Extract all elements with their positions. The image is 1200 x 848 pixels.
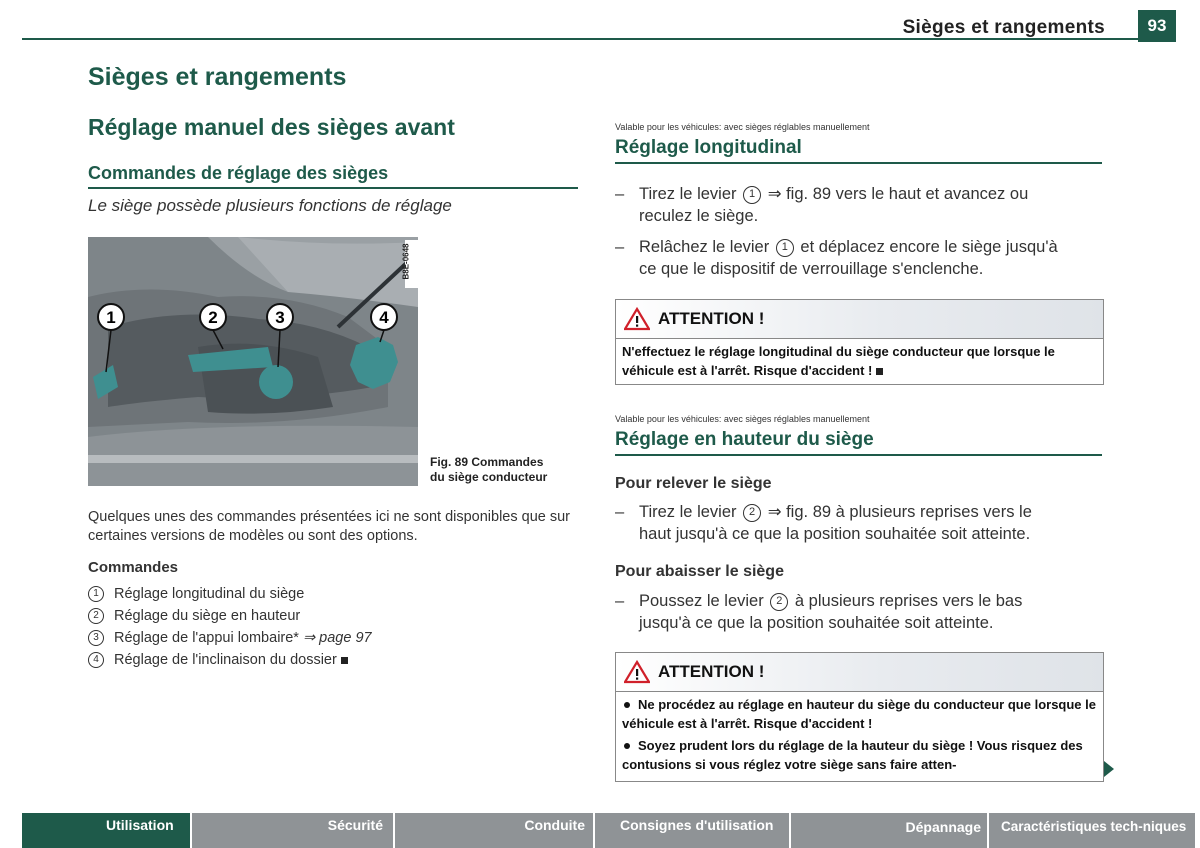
heading-longitudinal: Réglage longitudinal [615,137,802,158]
heading-rule [615,162,1102,164]
availability-note: Quelques unes des commandes présentées ici ne sont disponibles que sur certaines versions de modèles ou sont des options. [88,509,571,544]
continue-arrow-icon [1104,761,1114,777]
tab-consignes[interactable]: Consignes d'utilisation [595,813,789,848]
lever-number-badge: 2 [743,504,761,522]
figure-marker-1 [98,304,124,330]
commands-list [88,583,372,671]
svg-text:2: 2 [208,308,218,327]
command-text: Réglage de l'appui lombaire* [114,630,299,646]
command-text: Réglage longitudinal du siège [114,586,305,602]
figure-marker-4 [371,304,397,330]
number-badge: 2 [88,608,104,624]
instruction-item: – Tirez le levier 1 ⇒ fig. 89 vers le haut et avancez ou reculez le siège. [615,185,1029,225]
instruction-item: – Tirez le levier 2 ⇒ fig. 89 à plusieurs reprises vers le haut jusqu'à ce que la position souhaitée soit atteinte. [615,503,1032,543]
instruction-item: – Poussez le levier 2 à plusieurs reprises vers le bas jusqu'à ce que la position souhaitée soit atteinte. [615,592,1023,632]
figure-marker-2 [200,304,226,330]
caption-line-1: Fig. 89 Commandes [430,455,544,469]
running-header: Sièges et rangements [902,17,1105,38]
intro-text: Le siège possède plusieurs fonctions de réglage [88,196,452,215]
list-item [88,627,372,649]
command-text: Réglage du siège en hauteur [114,608,301,624]
warning-header [616,653,1103,692]
instruction-item: – Relâchez le levier 1 et déplacez encore le siège jusqu'à ce que le dispositif de verrouillage s'enclenche. [615,238,1058,278]
subheading-raise: Pour relever le siège [615,475,772,492]
lever-number-badge: 2 [770,593,788,611]
seat-controls-figure [88,237,418,486]
section-title: Réglage manuel des sièges avant [88,114,455,140]
tab-depannage[interactable]: Dépannage [791,813,987,848]
end-marker [876,368,883,375]
warning-body [616,692,1103,781]
seat-illustration [88,237,418,486]
figure-marker-3 [267,304,293,330]
number-badge: 1 [88,586,104,602]
tab-utilisation[interactable]: Utilisation [22,813,190,848]
warning-body: N'effectuez le réglage longitudinal du siège conducteur que lorsque le véhicule est à l'arrêt. Risque d'accident ! [622,344,1055,378]
warning-title: ATTENTION ! [658,309,765,328]
list-item [88,649,372,671]
subsection-rule [88,187,578,189]
applicability-note: Valable pour les véhicules: avec sièges réglables manuellement [615,414,870,424]
list-item [88,605,372,627]
lever-number-badge: 1 [743,186,761,204]
warning-item: Soyez prudent lors du réglage de la hauteur du siège ! Vous risquez des contusions si vous réglez votre siège sans faire atten- [622,738,1083,772]
list-item [88,583,372,605]
page-number: 93 [1138,10,1176,42]
command-text: Réglage de l'inclinaison du dossier [114,652,337,668]
warning-triangle-icon [624,660,650,684]
warning-box [615,652,1104,782]
svg-text:3: 3 [275,308,285,327]
tab-conduite[interactable]: Conduite [395,813,593,848]
subheading-lower: Pour abaisser le siège [615,563,784,580]
svg-text:4: 4 [379,308,389,327]
lever-number-badge: 1 [776,239,794,257]
figure-caption [430,455,570,485]
warning-triangle-icon [624,307,650,331]
warning-item: Ne procédez au réglage en hauteur du siège du conducteur que lorsque le véhicule est à l'arrêt. Risque d'accident ! [622,697,1096,731]
figure-code: B8E-0648 [405,240,419,288]
warning-header [616,300,1103,339]
heading-rule [615,454,1102,456]
subsection-title: Commandes de réglage des sièges [88,163,389,183]
number-badge: 4 [88,652,104,668]
heading-height: Réglage en hauteur du siège [615,429,874,450]
applicability-note: Valable pour les véhicules: avec sièges réglables manuellement [615,122,870,132]
warning-box [615,299,1104,385]
tab-securite[interactable]: Sécurité [192,813,393,848]
tab-caracteristiques[interactable]: Caractéristiques tech-niques [989,813,1195,848]
chapter-title: Sièges et rangements [88,63,347,91]
chapter-tabs [22,813,1195,848]
end-marker [341,657,348,664]
warning-title: ATTENTION ! [658,662,765,681]
caption-line-2: du siège conducteur [430,470,548,484]
number-badge: 3 [88,630,104,646]
svg-text:1: 1 [106,308,116,327]
commands-heading: Commandes [88,559,179,576]
page-reference-link[interactable]: ⇒ page 97 [302,630,372,646]
